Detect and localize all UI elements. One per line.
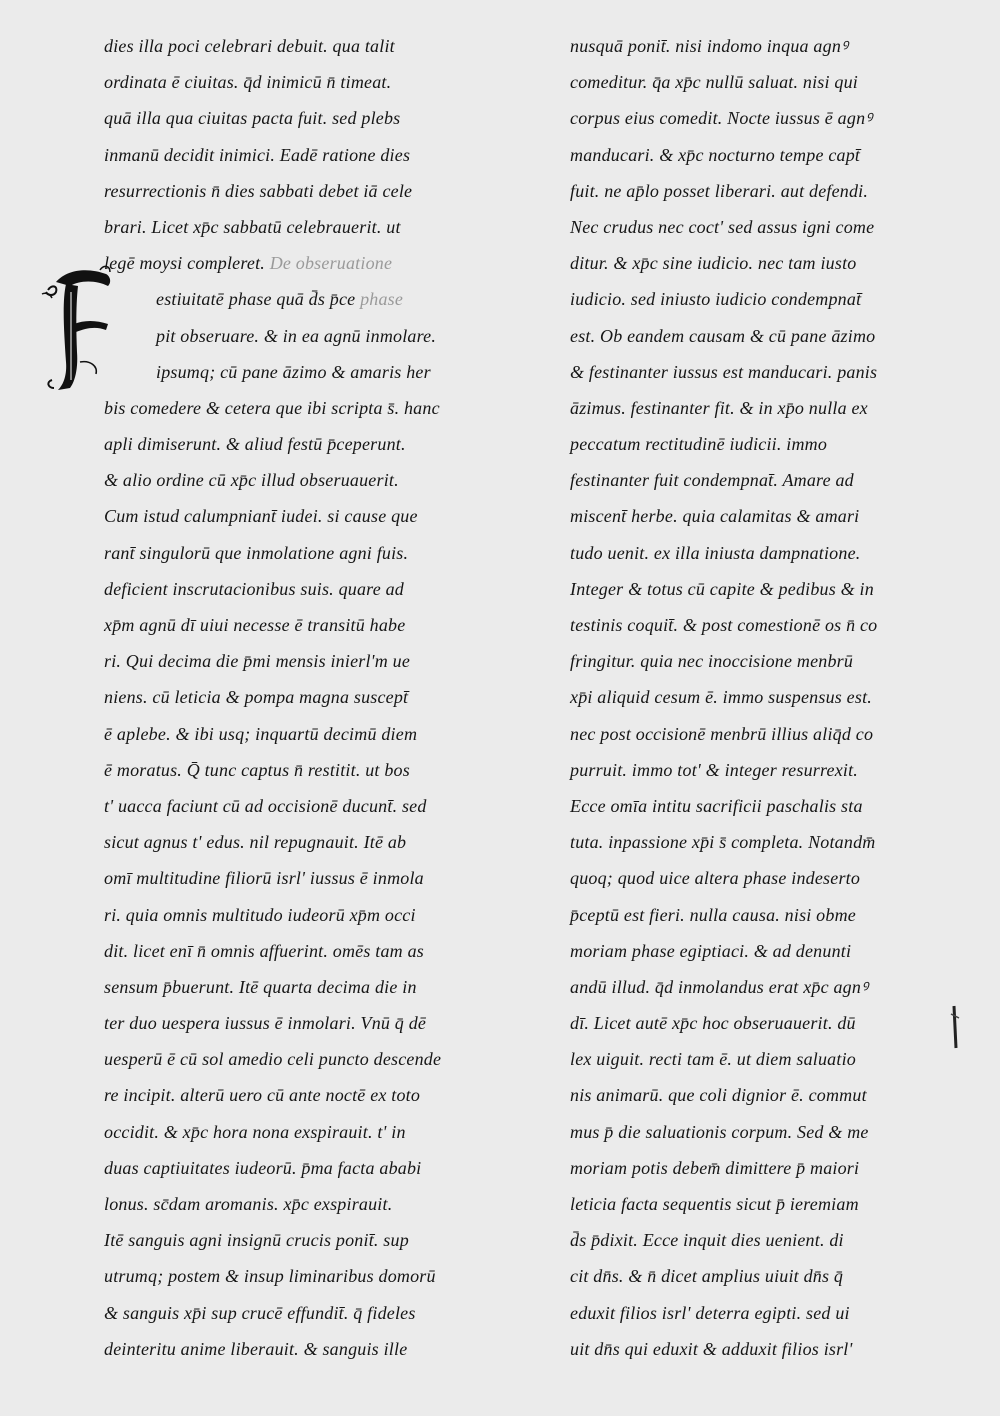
text-line bbox=[570, 426, 975, 462]
line-text: sensum p̄buerunt. Itē quarta decima die in bbox=[104, 976, 417, 997]
line-text: festinanter fuit condempnat̄. Amare ad bbox=[570, 470, 854, 491]
text-line bbox=[570, 933, 975, 969]
text-line bbox=[570, 788, 975, 824]
line-text: p̄ceptū est fieri. nulla causa. nisi obme bbox=[570, 904, 856, 925]
text-line bbox=[104, 860, 536, 896]
text-line bbox=[570, 281, 975, 317]
line-text: corpus eius comedit. Nocte iussus ē agnꝰ bbox=[570, 108, 873, 129]
text-line bbox=[104, 498, 536, 534]
text-line bbox=[104, 137, 536, 173]
text-line bbox=[104, 1150, 536, 1186]
line-text: dies illa poci celebrari debuit. qua talit bbox=[104, 36, 395, 56]
line-text: lex uiguit. recti tam ē. ut diem saluatio bbox=[570, 1049, 856, 1070]
line-text: uesperū ē cū sol amedio celi puncto descende bbox=[104, 1049, 442, 1070]
text-line bbox=[104, 1295, 536, 1331]
line-text: fuit. ne ap̄lo posset liberari. aut defendi. bbox=[570, 180, 869, 201]
line-text: nusquā ponit̄. nisi indomo inqua agnꝰ bbox=[570, 36, 849, 56]
margin-mark bbox=[948, 1004, 962, 1050]
text-line bbox=[570, 752, 975, 788]
line-text: ordinata ē ciuitas. q̄d inimicū n̄ timeat. bbox=[104, 72, 392, 93]
line-text: moriam phase egiptiaci. & ad denunti bbox=[570, 940, 852, 961]
line-text: legē moysi compleret. bbox=[104, 253, 270, 274]
text-line bbox=[570, 390, 975, 426]
line-text: tuta. inpassione xp̄i s̄ completa. Notandm̄ bbox=[570, 832, 876, 853]
text-line bbox=[104, 679, 536, 715]
text-line bbox=[570, 245, 975, 281]
text-line bbox=[570, 571, 975, 607]
line-text: pit obseruare. & in ea agnū inmolare. bbox=[156, 325, 437, 346]
line-text: moriam potis debem̄ dimittere p̄ maiori bbox=[570, 1157, 860, 1178]
text-line bbox=[104, 318, 536, 354]
text-line bbox=[570, 1077, 975, 1113]
text-line bbox=[104, 1005, 536, 1041]
line-text: deficient inscrutacionibus suis. quare ad bbox=[104, 578, 405, 599]
line-text: āzimus. festinanter fit. & in xp̄o nulla ex bbox=[570, 397, 868, 418]
text-line bbox=[570, 462, 975, 498]
line-text: utrumq; postem & insup liminaribus domorū bbox=[104, 1266, 436, 1287]
text-line bbox=[104, 462, 536, 498]
line-text: mus p̄ die saluationis corpum. Sed & me bbox=[570, 1121, 869, 1142]
line-text: dī. Licet autē xp̄c hoc obseruauerit. dū bbox=[570, 1013, 856, 1034]
text-line bbox=[570, 1150, 975, 1186]
line-text: xp̄m agnū dī uiui necesse ē transitū habe bbox=[104, 615, 406, 635]
text-line bbox=[570, 535, 975, 571]
line-text: andū illud. q̄d inmolandus erat xp̄c agnꝰ bbox=[570, 976, 869, 997]
left-text-column bbox=[104, 28, 536, 1367]
line-text: rant̄ singulorū que inmolatione agni fuis. bbox=[104, 542, 409, 563]
line-text: manducari. & xp̄c nocturno tempe capt̄ bbox=[570, 144, 861, 165]
line-text: niens. cū leticia & pompa magna suscept̄ bbox=[104, 687, 409, 708]
line-text: apli dimiserunt. & aliud festū p̄ceperunt. bbox=[104, 434, 406, 455]
text-line bbox=[104, 1186, 536, 1222]
text-line bbox=[104, 788, 536, 824]
text-line bbox=[104, 354, 536, 390]
line-text: cit dn̄s. & n̄ dicet amplius uiuit dn̄s q̄ bbox=[570, 1266, 844, 1287]
line-text: quā illa qua ciuitas pacta fuit. sed plebs bbox=[104, 108, 401, 129]
text-line bbox=[570, 1295, 975, 1331]
text-line bbox=[570, 173, 975, 209]
text-line bbox=[570, 643, 975, 679]
line-text: peccatum rectitudinē iudicii. immo bbox=[570, 434, 828, 455]
line-text: Nec crudus nec coct' sed assus igni come bbox=[570, 216, 875, 237]
text-line bbox=[104, 28, 536, 64]
text-line bbox=[570, 679, 975, 715]
text-line bbox=[104, 1114, 536, 1150]
text-line bbox=[104, 607, 536, 643]
text-line bbox=[104, 1041, 536, 1077]
line-text: uit dn̄s qui eduxit & adduxit filios isrl' bbox=[570, 1338, 853, 1359]
text-line bbox=[570, 318, 975, 354]
text-line bbox=[104, 969, 536, 1005]
text-line bbox=[104, 209, 536, 245]
line-text: & alio ordine cū xp̄c illud obseruauerit. bbox=[104, 470, 399, 491]
text-line bbox=[104, 933, 536, 969]
line-text: leticia facta sequentis sicut p̄ ieremiam bbox=[570, 1194, 859, 1214]
text-line bbox=[104, 1077, 536, 1113]
text-line bbox=[104, 643, 536, 679]
line-text: inmanū decidit inimici. Eadē ratione dies bbox=[104, 144, 411, 165]
line-text: duas captiuitates iudeorū. p̄ma facta ababi bbox=[104, 1157, 422, 1178]
text-line bbox=[570, 137, 975, 173]
text-line bbox=[570, 354, 975, 390]
text-line bbox=[104, 752, 536, 788]
text-line bbox=[570, 1258, 975, 1294]
line-text: eduxit filios isrl' deterra egipti. sed ui bbox=[570, 1302, 850, 1323]
text-line bbox=[104, 390, 536, 426]
line-text: d̄s p̄dixit. Ecce inquit dies uenient. di bbox=[570, 1230, 844, 1251]
line-text: ditur. & xp̄c sine iudicio. nec tam iusto bbox=[570, 253, 857, 274]
line-text: deinteritu anime liberauit. & sanguis ille bbox=[104, 1338, 408, 1359]
text-line bbox=[104, 426, 536, 462]
line-text: ē aplebe. & ibi usq; inquartū decimū diem bbox=[104, 723, 418, 744]
text-line bbox=[570, 100, 975, 136]
text-line bbox=[570, 64, 975, 100]
right-text-column bbox=[570, 28, 975, 1367]
decorated-initial-f bbox=[40, 262, 114, 396]
line-text: nec post occisionē menbrū illius aliq̄d co bbox=[570, 723, 874, 744]
text-line bbox=[570, 498, 975, 534]
text-line bbox=[570, 897, 975, 933]
line-text: testinis coquit̄. & post comestionē os n̄ co bbox=[570, 615, 878, 635]
line-text: occidit. & xp̄c hora nona exspirauit. t' in bbox=[104, 1121, 406, 1142]
line-text: est. Ob eandem causam & cū pane āzimo bbox=[570, 325, 876, 346]
line-text: brari. Licet xp̄c sabbatū celebrauerit. ut bbox=[104, 216, 401, 237]
text-line bbox=[104, 173, 536, 209]
text-line bbox=[104, 64, 536, 100]
text-line bbox=[104, 716, 536, 752]
line-text: sicut agnus t' edus. nil repugnauit. Itē ab bbox=[104, 832, 407, 853]
line-text: ē moratus. Q̄ tunc captus n̄ restitit. ut bos bbox=[104, 759, 410, 780]
text-line bbox=[570, 1005, 975, 1041]
line-text: quoq; quod uice altera phase indeserto bbox=[570, 868, 861, 889]
text-line bbox=[570, 28, 975, 64]
text-line bbox=[570, 1222, 975, 1258]
text-line bbox=[104, 1331, 536, 1367]
line-text: ri. quia omnis multitudo iudeorū xp̄m occi bbox=[104, 904, 416, 925]
text-line bbox=[570, 716, 975, 752]
line-text: Cum istud calumpniant̄ iudei. si cause que bbox=[104, 506, 418, 527]
rubric-heading: phase bbox=[360, 289, 404, 310]
text-line bbox=[104, 571, 536, 607]
text-line bbox=[570, 969, 975, 1005]
line-text: estiuitatē phase quā d̄s p̄ce bbox=[156, 289, 361, 310]
text-line bbox=[570, 209, 975, 245]
line-text: re incipit. alterū uero cū ante noctē ex toto bbox=[104, 1085, 421, 1106]
line-text: bis comedere & cetera que ibi scripta s̄. hanc bbox=[104, 397, 440, 418]
text-line bbox=[104, 535, 536, 571]
line-text: lonus. sc̄dam aromanis. xp̄c exspirauit. bbox=[104, 1194, 393, 1214]
line-text: resurrectionis n̄ dies sabbati debet iā cele bbox=[104, 180, 413, 201]
line-text: dit. licet enī n̄ omnis affuerint. omēs tam as bbox=[104, 940, 424, 961]
line-text: xp̄i aliquid cesum ē. immo suspensus est. bbox=[570, 687, 872, 708]
text-line bbox=[570, 1186, 975, 1222]
line-text: purruit. immo tot' & integer resurrexit. bbox=[570, 759, 859, 780]
line-text: omī multitudine filiorū isrl' iussus ē inmola bbox=[104, 868, 424, 889]
text-line bbox=[104, 281, 536, 317]
line-text: ipsumq; cū pane āzimo & amaris her bbox=[156, 361, 431, 382]
line-text: & festinanter iussus est manducari. panis bbox=[570, 361, 878, 382]
text-line bbox=[104, 1258, 536, 1294]
line-text: nis animarū. que coli dignior ē. commut bbox=[570, 1085, 867, 1106]
line-text: Integer & totus cū capite & pedibus & in bbox=[570, 578, 874, 599]
text-line bbox=[570, 1331, 975, 1367]
line-text: & sanguis xp̄i sup crucē effundit̄. q̄ fideles bbox=[104, 1302, 416, 1323]
text-line bbox=[570, 1114, 975, 1150]
line-text: miscent̄ herbe. quia calamitas & amari bbox=[570, 506, 860, 527]
rubric-heading: De obseruatione bbox=[269, 253, 393, 274]
text-line bbox=[104, 897, 536, 933]
text-line bbox=[104, 245, 536, 281]
line-text: Itē sanguis agni insignū crucis ponit̄. sup bbox=[104, 1230, 409, 1251]
line-text: Ecce omīa intitu sacrificii paschalis sta bbox=[570, 795, 863, 816]
text-line bbox=[570, 607, 975, 643]
text-line bbox=[570, 1041, 975, 1077]
line-text: tudo uenit. ex illa iniusta dampnatione. bbox=[570, 542, 861, 563]
text-line bbox=[104, 1222, 536, 1258]
line-text: t' uacca faciunt cū ad occisionē ducunt̄. sed bbox=[104, 795, 427, 816]
text-line bbox=[570, 824, 975, 860]
line-text: iudicio. sed iniusto iudicio condempnat̄ bbox=[570, 289, 862, 310]
text-line bbox=[104, 824, 536, 860]
text-line bbox=[570, 860, 975, 896]
text-line bbox=[104, 100, 536, 136]
line-text: ri. Qui decima die p̄mi mensis inierl'm ue bbox=[104, 651, 411, 672]
line-text: fringitur. quia nec inoccisione menbrū bbox=[570, 651, 854, 672]
line-text: comeditur. q̄a xp̄c nullū saluat. nisi qui bbox=[570, 72, 858, 93]
line-text: ter duo uespera iussus ē inmolari. Vnū q̄ dē bbox=[104, 1013, 427, 1034]
